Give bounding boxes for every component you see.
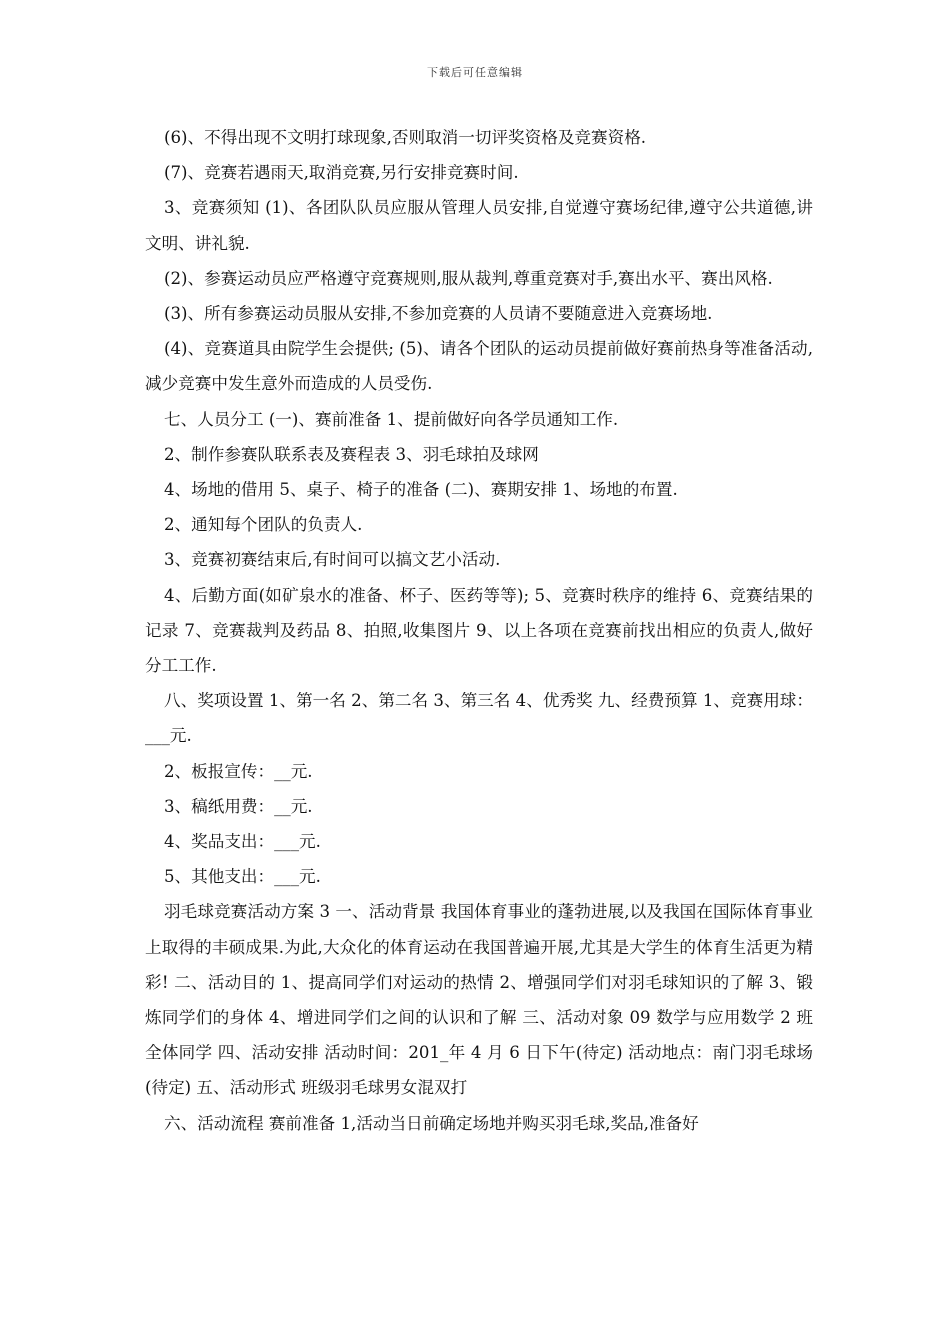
paragraph: 4、奖品支出：___元.	[164, 832, 321, 852]
paragraph: 六、活动流程 赛前准备 1,活动当日前确定场地并购买羽毛球,奖品,准备好	[164, 1113, 699, 1133]
paragraph: 七、人员分工 (一)、赛前准备 1、提前做好向各学员通知工作.	[164, 409, 619, 429]
document-body	[145, 120, 813, 1141]
page-header: 下载后可任意编辑	[427, 66, 523, 79]
paragraph: 3、稿纸用费：__元.	[164, 796, 313, 816]
paragraph: (7)、竞赛若遇雨天,取消竞赛,另行安排竞赛时间.	[164, 163, 519, 183]
paragraph: (2)、参赛运动员应严格遵守竞赛规则,服从裁判,尊重竞赛对手,赛出水平、赛出风格.	[164, 268, 773, 288]
paragraph: 4、后勤方面(如矿泉水的准备、杯子、医药等等); 5、竞赛时秩序的维持 6、竞赛结果的记录 7、竞赛裁判及药品 8、拍照,收集图片 9、以上各项在竞赛前找出相应的负责人,做好分工工作.	[145, 585, 813, 676]
paragraph: (4)、竞赛道具由院学生会提供; (5)、请各个团队的运动员提前做好赛前热身等准备活动,减少竞赛中发生意外而造成的人员受伤.	[145, 339, 813, 394]
paragraph: 2、通知每个团队的负责人.	[164, 515, 363, 535]
paragraph: 2、板报宣传：__元.	[164, 761, 313, 781]
paragraph: 八、奖项设置 1、第一名 2、第二名 3、第三名 4、优秀奖 九、经费预算 1、竞赛用球：___元.	[145, 691, 813, 746]
paragraph: 3、竞赛须知 (1)、各团队队员应服从管理人员安排,自觉遵守赛场纪律,遵守公共道德,讲文明、讲礼貌.	[145, 198, 813, 253]
paragraph: 3、竞赛初赛结束后,有时间可以搞文艺小活动.	[164, 550, 501, 570]
paragraph: 4、场地的借用 5、桌子、椅子的准备 (二)、赛期安排 1、场地的布置.	[164, 480, 678, 500]
paragraph: 5、其他支出：___元.	[164, 867, 321, 887]
paragraph: 2、制作参赛队联系表及赛程表 3、羽毛球拍及球网	[164, 444, 539, 464]
paragraph: (3)、所有参赛运动员服从安排,不参加竞赛的人员请不要随意进入竞赛场地.	[164, 304, 713, 324]
paragraph: 羽毛球竞赛活动方案 3 一、活动背景 我国体育事业的蓬勃进展,以及我国在国际体育事业上取得的丰硕成果.为此,大众化的体育运动在我国普遍开展,尤其是大学生的体育生活更为精彩! 二、活动目的 1、提高同学们对运动的热情 2、增强同学们对羽毛球知识的了解 3、锻炼同学们的身体 4、增进同学们之间的认识和了解 三、活动对象 09 数学与应用数学 2 班全体同学 四、活动安排 活动时间：201_年 4 月 6 日下午(待定) 活动地点：南门羽毛球场(待定) 五、活动形式 班级羽毛球男女混双打	[145, 902, 813, 1098]
paragraph: (6)、不得出现不文明打球现象,否则取消一切评奖资格及竞赛资格.	[164, 128, 647, 147]
